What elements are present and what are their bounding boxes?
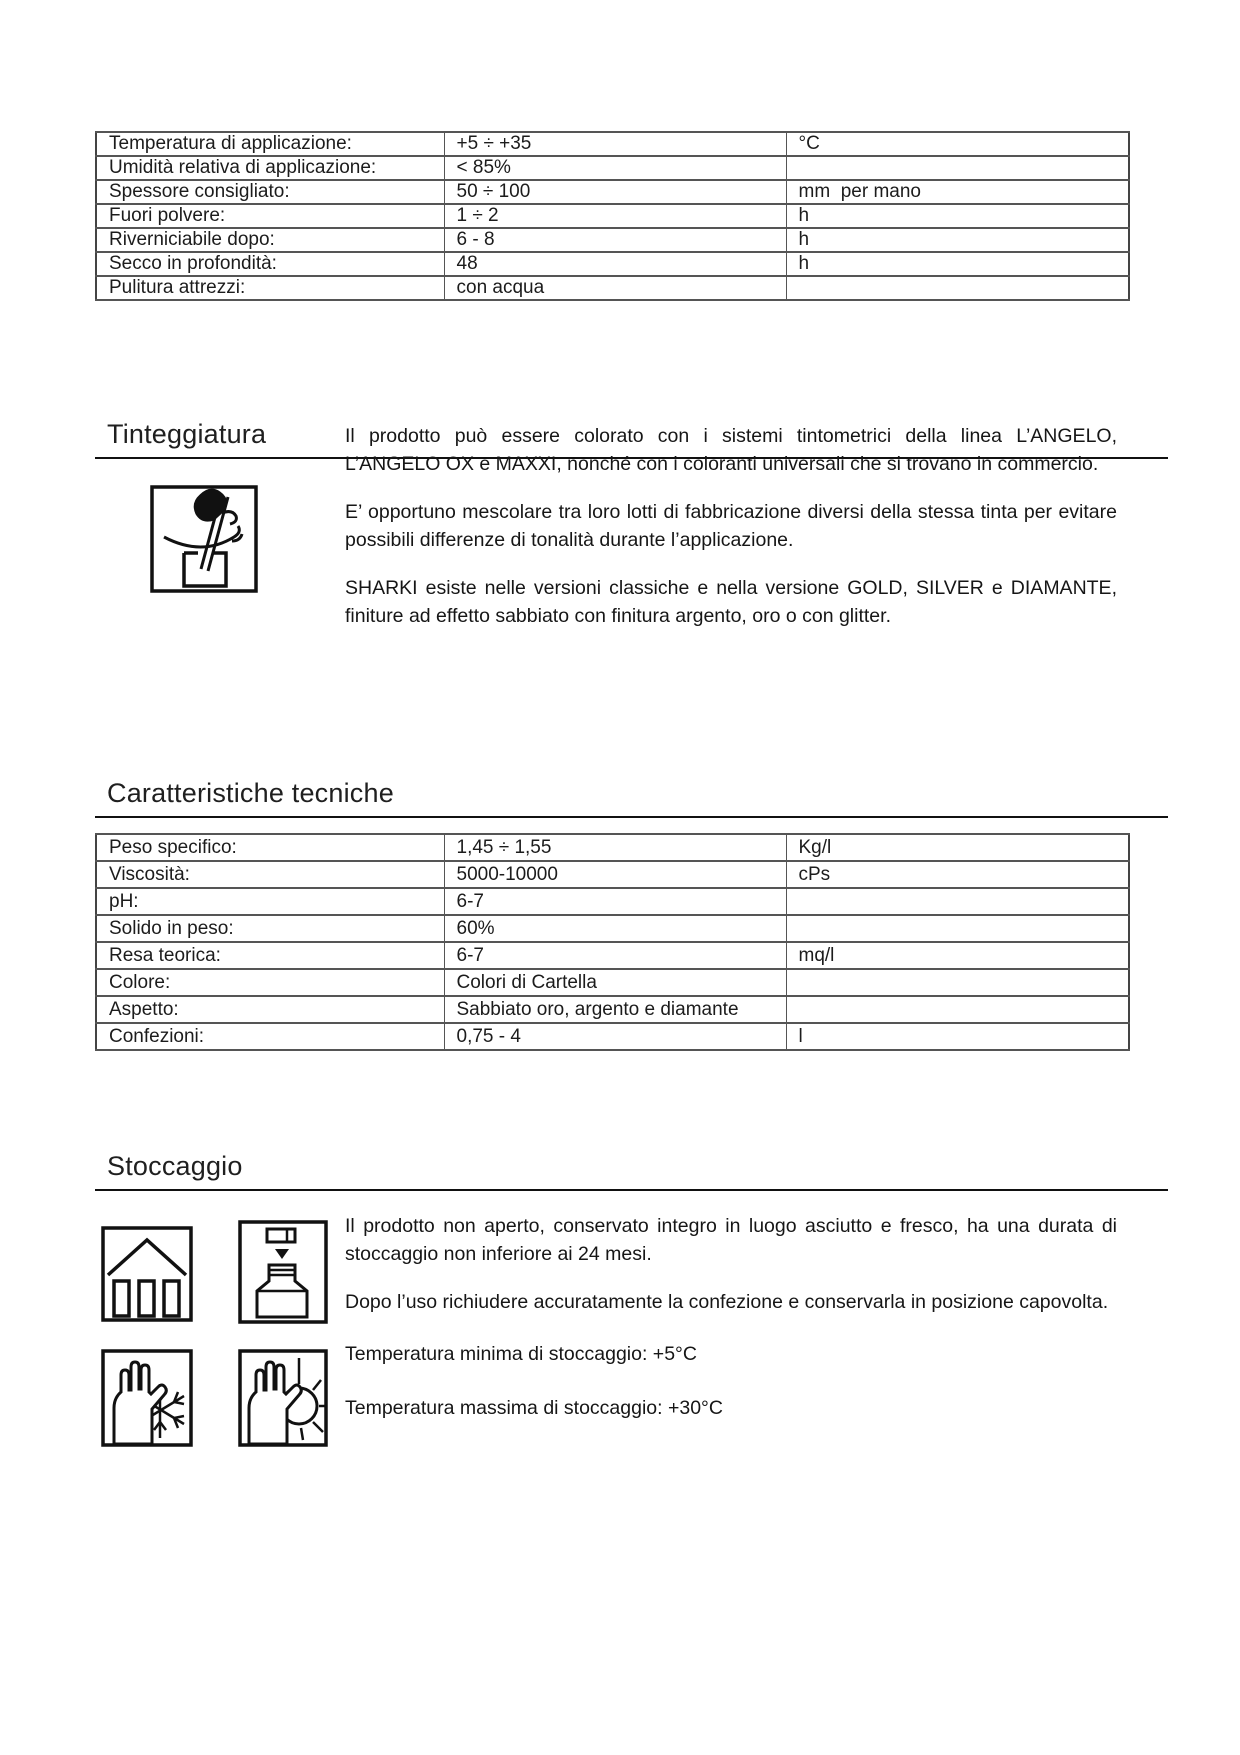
condition-unit bbox=[786, 276, 1129, 300]
condition-unit: h bbox=[786, 204, 1129, 228]
property-label: Confezioni: bbox=[96, 1023, 444, 1050]
condition-label: Secco in profondità: bbox=[96, 252, 444, 276]
property-value: 1,45 ÷ 1,55 bbox=[444, 834, 786, 861]
section-title-tinteggiatura: Tinteggiatura bbox=[95, 419, 1168, 459]
hand-sun-icon bbox=[237, 1348, 329, 1448]
condition-value: 50 ÷ 100 bbox=[444, 180, 786, 204]
table-row bbox=[96, 969, 1129, 996]
bottle-upside-down-icon bbox=[237, 1219, 329, 1325]
property-unit bbox=[786, 969, 1129, 996]
section-title-caratteristiche-tecniche: Caratteristiche tecniche bbox=[95, 778, 1168, 818]
property-unit bbox=[786, 915, 1129, 942]
stoccaggio-paragraph-1: Il prodotto non aperto, conservato integro in luogo asciutto e fresco, ha una durata di stoccaggio non inferiore ai 24 mesi. bbox=[345, 1215, 1117, 1265]
technical-characteristics-table bbox=[95, 833, 1130, 1051]
condition-value: +5 ÷ +35 bbox=[444, 132, 786, 156]
table-row bbox=[96, 156, 1129, 180]
condition-label: Pulitura attrezzi: bbox=[96, 276, 444, 300]
condition-unit: °C bbox=[786, 132, 1129, 156]
property-value: 0,75 - 4 bbox=[444, 1023, 786, 1050]
table-row bbox=[96, 132, 1129, 156]
property-unit: cPs bbox=[786, 861, 1129, 888]
property-value: 6-7 bbox=[444, 888, 786, 915]
table-row bbox=[96, 228, 1129, 252]
warehouse-icon bbox=[100, 1225, 194, 1323]
tinteggiatura-paragraph-2: E’ opportuno mescolare tra loro lotti di fabbricazione diversi della stessa tinta per evitare possibili differenze di tonalità durante l’applicazione. bbox=[345, 501, 1117, 551]
stoccaggio-text bbox=[345, 1213, 1117, 1444]
property-label: Resa teorica: bbox=[96, 942, 444, 969]
property-unit bbox=[786, 996, 1129, 1023]
storage-max-temperature: Temperatura massima di stoccaggio: +30°C bbox=[345, 1397, 723, 1419]
condition-label: Umidità relativa di applicazione: bbox=[96, 156, 444, 180]
table-row bbox=[96, 834, 1129, 861]
property-unit: l bbox=[786, 1023, 1129, 1050]
tinteggiatura-text bbox=[345, 423, 1117, 651]
table-row bbox=[96, 888, 1129, 915]
condition-label: Spessore consigliato: bbox=[96, 180, 444, 204]
property-unit: mq/l bbox=[786, 942, 1129, 969]
property-label: pH: bbox=[96, 888, 444, 915]
condition-unit bbox=[786, 156, 1129, 180]
condition-unit: h bbox=[786, 228, 1129, 252]
property-label: Solido in peso: bbox=[96, 915, 444, 942]
condition-value: 1 ÷ 2 bbox=[444, 204, 786, 228]
tinteggiatura-paragraph-1: Il prodotto può essere colorato con i sistemi tintometrici della linea L’ANGELO, L’ANGELO OX e MAXXI, nonché con i coloranti universali che si trovano in commercio. bbox=[345, 425, 1117, 475]
property-label: Viscosità: bbox=[96, 861, 444, 888]
property-value: Colori di Cartella bbox=[444, 969, 786, 996]
table-row bbox=[96, 942, 1129, 969]
table-row bbox=[96, 1023, 1129, 1050]
table-row bbox=[96, 276, 1129, 300]
section-title-stoccaggio: Stoccaggio bbox=[95, 1151, 1168, 1191]
stoccaggio-paragraph-2: Dopo l’uso richiudere accuratamente la confezione e conservarla in posizione capovolta. bbox=[345, 1291, 1109, 1313]
table-row bbox=[96, 996, 1129, 1023]
tinteggiatura-paragraph-3: SHARKI esiste nelle versioni classiche e nella versione GOLD, SILVER e DIAMANTE, finiture ad effetto sabbiato con finitura argento, oro o con glitter. bbox=[345, 577, 1117, 627]
property-value: 5000-10000 bbox=[444, 861, 786, 888]
table-row bbox=[96, 180, 1129, 204]
table-row bbox=[96, 915, 1129, 942]
condition-label: Riverniciabile dopo: bbox=[96, 228, 444, 252]
condition-value: con acqua bbox=[444, 276, 786, 300]
property-label: Peso specifico: bbox=[96, 834, 444, 861]
condition-label: Temperatura di applicazione: bbox=[96, 132, 444, 156]
hand-snowflake-icon bbox=[100, 1348, 194, 1448]
table-row bbox=[96, 252, 1129, 276]
property-value: 60% bbox=[444, 915, 786, 942]
condition-unit: mm per mano bbox=[786, 180, 1129, 204]
paint-mixing-icon bbox=[148, 483, 260, 595]
condition-value: 48 bbox=[444, 252, 786, 276]
table-row bbox=[96, 204, 1129, 228]
property-unit: Kg/l bbox=[786, 834, 1129, 861]
condition-value: < 85% bbox=[444, 156, 786, 180]
table-row bbox=[96, 861, 1129, 888]
property-value: 6-7 bbox=[444, 942, 786, 969]
storage-min-temperature: Temperatura minima di stoccaggio: +5°C bbox=[345, 1342, 697, 1365]
property-value: Sabbiato oro, argento e diamante bbox=[444, 996, 786, 1023]
property-label: Aspetto: bbox=[96, 996, 444, 1023]
condition-unit: h bbox=[786, 252, 1129, 276]
application-conditions-table bbox=[95, 131, 1130, 301]
condition-value: 6 - 8 bbox=[444, 228, 786, 252]
property-label: Colore: bbox=[96, 969, 444, 996]
condition-label: Fuori polvere: bbox=[96, 204, 444, 228]
property-unit bbox=[786, 888, 1129, 915]
